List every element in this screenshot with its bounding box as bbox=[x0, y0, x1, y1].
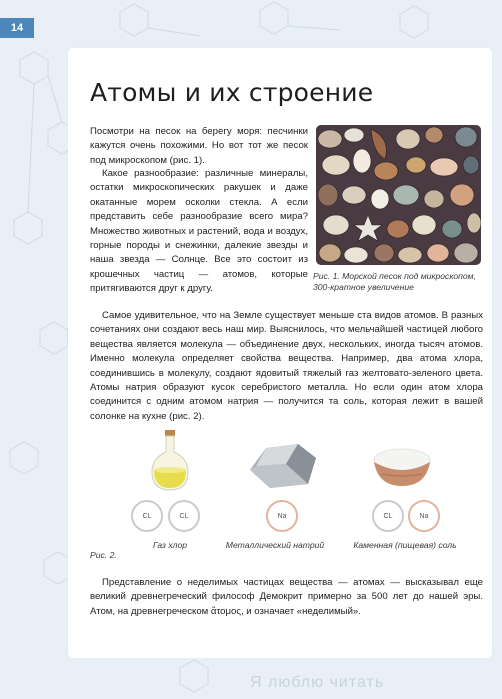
salt-chlorine-atom: CL bbox=[372, 500, 404, 532]
paragraph-diversity: Какое разнообразие: различные минералы, остатки микроскопических ракушек и даже окатанные морем осколки стекла. А если представить себе разнообразие всего мира? Множество животных и растений, вода и воздух, горные породы и снежинки, далекие звезды и наша звезда — Солнце. Все это состоит из крошечных частиц — атомов, которые притягиваются друг к другу. bbox=[90, 168, 308, 295]
chlorine-atom-2: CL bbox=[168, 500, 200, 532]
page-title: Атомы и их строение bbox=[90, 78, 374, 107]
salt-sodium-atom: Na bbox=[408, 500, 440, 532]
sodium-atom: Na bbox=[266, 500, 298, 532]
sodium-metal-illustration bbox=[246, 440, 320, 490]
salt-bowl-illustration bbox=[370, 444, 434, 490]
chlorine-caption: Газ хлор bbox=[152, 540, 188, 550]
sodium-caption: Металлический натрий bbox=[225, 540, 325, 550]
page-number: 14 bbox=[0, 18, 34, 38]
sand-microscope-photo bbox=[316, 125, 481, 265]
salt-caption: Каменная (пищевая) соль bbox=[353, 540, 457, 550]
chlorine-flask-illustration bbox=[148, 428, 192, 492]
figure2-label: Рис. 2. bbox=[90, 550, 117, 560]
paragraph-molecules: Самое удивительное, что на Земле существует меньше ста видов атомов. В разных сочетаниях они создают весь наш мир. Выяснилось, что мельчайшей частицей любого вещества является молекула — объединение двух, нескольких, иногда тысяч атомов. Именно молекула определяет свойства вещества. Например, два атома хлора, соединившись в молекулу, создают ядовитый тяжелый газ желтовато-зеленого цвета. Атомы натрия образуют кусок серебристого металла. Но если один атом хлора соединится с одним атомом натрия — получится та соль, которая лежит в вашей солонке на кухне (рис. 2). bbox=[90, 310, 483, 422]
chlorine-atom-1: CL bbox=[131, 500, 163, 532]
watermark-text: Я люблю читать bbox=[250, 674, 385, 691]
paragraph-intro: Посмотри на песок на берегу моря: песчинки кажутся очень похожими. Но вот тот же песок под микроскопом (рис. 1). bbox=[90, 126, 308, 166]
figure1-caption: Рис. 1. Морской песок под микроскопом, 300-кратное увеличение bbox=[313, 271, 476, 292]
paragraph-democritus: Представление о неделимых частицах вещества — атомах — высказывал еще великий древнегреческий философ Демокрит примерно за 500 лет до нашей эры. Атом, на древнегреческом ἄτομος, и означает «неделимый». bbox=[90, 577, 483, 617]
